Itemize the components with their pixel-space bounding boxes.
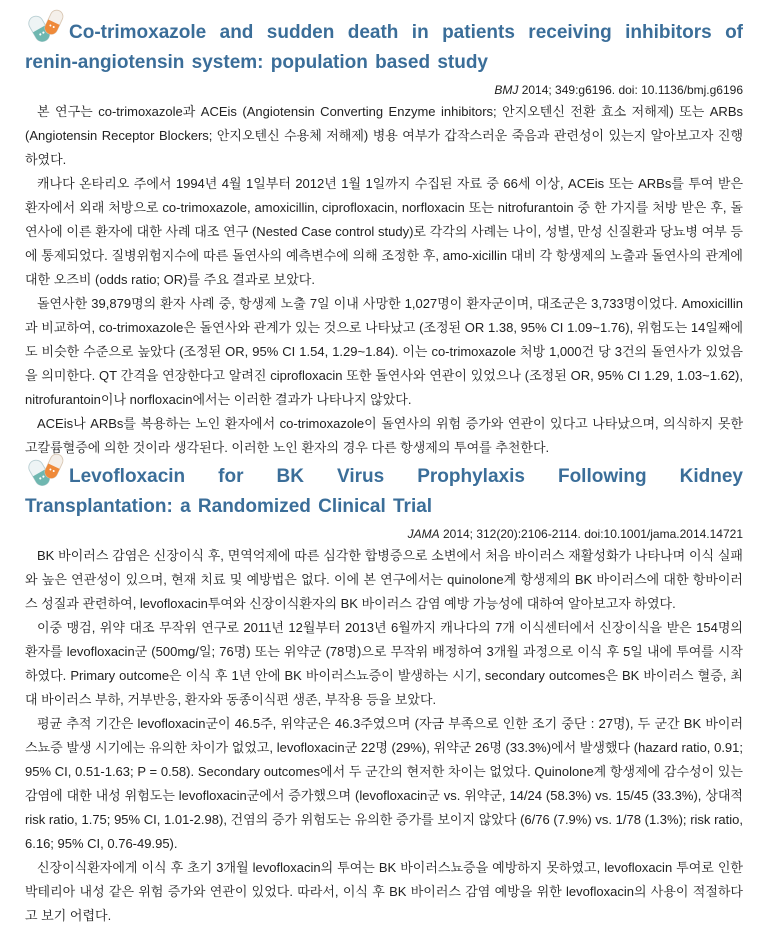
journal-name: BMJ [494, 83, 519, 97]
article-levofloxacin [25, 452, 743, 928]
paragraph: ACEis나 ARBs를 복용하는 노인 환자에서 co-trimoxazole이 돌연사의 위험 증가와 연관이 있다고 나타났으며, 의식하지 못한 고칼륨혈증에 의한 것이라 생각된다. 이러한 노인 환자의 경우 다른 항생제의 투여를 추천한다. [25, 416, 743, 455]
citation-details: 2014; 349:g6196. doi: 10.1136/bmj.g6196 [518, 83, 743, 97]
pill-capsule-icon [25, 8, 65, 44]
journal-name: JAMA [407, 527, 440, 541]
article-title: Levofloxacin for BK Virus Prophylaxis Following Kidney Transplantation: a Randomized Clinical Trial [25, 466, 743, 517]
paragraph: 이중 맹검, 위약 대조 무작위 연구로 2011년 12월부터 2013년 6월까지 캐나다의 7개 이식센터에서 신장이식을 받은 154명의 환자를 levofloxacin군 (500mg/일; 76명) 또는 위약군 (78명)으로 무작위 배정하여 3개월 과정으로 이식 후 5일 내에 투여를 시작하였다. Primary outcome은 이식 후 1년 안에 BK 바이러스뇨증이 발생하는 시기, secondary outcomes은 BK 바이러스 혈증, 최대 바이러스 부하, 거부반응, 환자와 동종이식편 생존, 부작용 등을 보았다. [25, 620, 743, 707]
paragraph: 신장이식환자에게 이식 후 초기 3개월 levofloxacin의 투여는 BK 바이러스뇨증을 예방하지 못하였고, levofloxacin 투여로 인한 박테리아 내성 같은 위험 증가와 연관이 있었다. 따라서, 이식 후 BK 바이러스 감염 예방을 위한 levofloxacin의 사용이 적절하다고 보기 어렵다. [25, 860, 743, 923]
citation [25, 80, 743, 100]
paragraph: 캐나다 온타리오 주에서 1994년 4월 1일부터 2012년 1월 1일까지 수집된 자료 중 66세 이상, ACEis 또는 ARBs를 투여 받은 환자에서 외래 처방으로 co-trimoxazole, amoxicillin, ciprofloxacin, norfloxacin 또는 nitrofurantoin 중 한 가지를 처방 받은 후, 돌연사에 이른 환자에 대한 사례 대조 연구 (Nested Case control study)로 각각의 사례는 나이, 성별, 만성 신질환과 당뇨병 여부 등에 통제되었다. 질병위험지수에 따른 돌연사의 예측변수에 의해 조정한 후, amo-xicillin 대비 각 항생제의 노출과 돌연사의 관계에 대한 오즈비 (odds ratio; OR)를 주요 결과로 보았다. [25, 176, 743, 287]
paragraph: 평균 추적 기간은 levofloxacin군이 46.5주, 위약군은 46.3주였으며 (자금 부족으로 인한 조기 중단 : 27명), 두 군간 BK 바이러스뇨증 발생 시기에는 유의한 차이가 없었고, levofloxacin군 22명 (29%), 위약군 26명 (33.3%)에서 발생했다 (hazard ratio, 0.91; 95% CI, 0.51-1.63; P = 0.58). Secondary outcomes에서 두 군간의 현저한 차이는 없었다. Quinolone계 항생제에 감수성이 있는 감염에 대한 내성 위험도는 levofloxacin군에서 증가했으며 (levofloxacin군 vs. 위약군, 14/24 (58.3%) vs. 15/45 (33.3%), 상대적 risk ratio, 1.75; 95% CI, 1.01-2.98), 건염의 증가 위험도는 유의한 증가를 보이지 않았다 (6/76 (7.9%) vs. 1/78 (1.3%); risk ratio, 6.16; 95% CI, 0.76-49.95). [25, 716, 743, 851]
paragraph: 돌연사한 39,879명의 환자 사례 중, 항생제 노출 7일 이내 사망한 1,027명이 환자군이며, 대조군은 3,733명이었다. Amoxicillin과 비교하여, co-trimoxazole은 돌연사와 관계가 있는 것으로 나타났고 (조정된 OR 1.38, 95% CI 1.09~1.76), 위험도는 14일째에도 비슷한 수준으로 높았다 (조정된 OR, 95% CI 1.54, 1.29~1.84). 이는 co-trimoxazole 처방 1,000건 당 3건의 돌연사가 있었음을 의미한다. QT 간격을 연장한다고 알려진 ciprofloxacin 또한 돌연사와 연관이 있었으나 (조정된 OR, 95% CI 1.29, 1.03~1.62), nitrofurantoin이나 norfloxacin에서는 이러한 결과가 나타나지 않았다. [25, 296, 743, 407]
citation [25, 524, 743, 544]
article-header [25, 452, 743, 522]
article-title: Co-trimoxazole and sudden death in patients receiving inhibitors of renin-angiotensin system: population based study [25, 22, 743, 73]
article-header [25, 8, 743, 78]
paragraph: BK 바이러스 감염은 신장이식 후, 면역억제에 따른 심각한 합병증으로 소변에서 처음 바이러스 재활성화가 나타나며 이식 실패와 높은 연관성이 있으며, 현재 치료 및 예방법은 없다. 이에 본 연구에서는 quinolone계 항생제의 BK 바이러스에 대한 항바이러스 성질과 관련하여, levofloxacin투여와 신장이식환자의 BK 바이러스 감염 예방 가능성에 대하여 알아보고자 하였다. [25, 548, 743, 611]
citation-details: 2014; 312(20):2106-2114. doi:10.1001/jama.2014.14721 [439, 527, 743, 541]
pill-capsule-icon [25, 452, 65, 488]
article-co-trimoxazole [25, 8, 743, 460]
paragraph: 본 연구는 co-trimoxazole과 ACEis (Angiotensin Converting Enzyme inhibitors; 안지오텐신 전환 효소 저해제) 또는 ARBs (Angiotensin Receptor Blockers; 안지오텐신 수용체 저해제) 병용 여부가 갑작스러운 죽음과 관련성이 있는지 알아보고자 진행하였다. [25, 104, 743, 167]
